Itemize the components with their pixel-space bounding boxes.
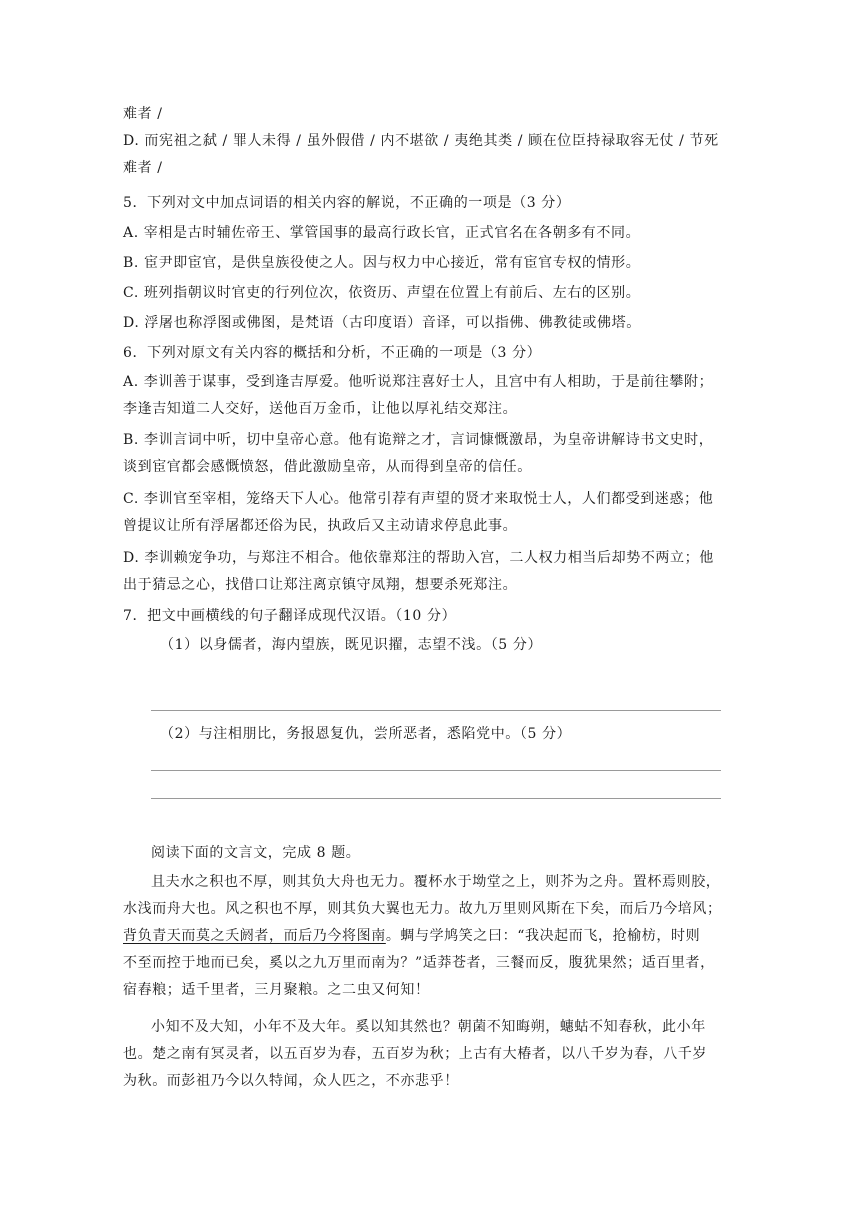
reading-instruction: 阅读下面的文言文，完成 8 题。: [151, 845, 361, 861]
q6-option-b: B. 李训言词中听，切中皇帝心意。他有诡辩之才，言词慷慨激昂，为皇帝讲解诗书文史时，: [123, 432, 714, 448]
q6-option-a: A. 李训善于谋事，受到逢吉厚爱。他听说郑注喜好士人，且宫中有人相助，于是前往攀附；: [123, 374, 714, 390]
passage-line: 为秋。而彭祖乃今以久特闻，众人匹之，不亦悲乎！: [123, 1073, 459, 1089]
q5-option-b: B. 宦尹即宦官，是供皇族役使之人。因与权力中心接近，常有宦官专权的情形。: [123, 255, 641, 271]
q7-part-1: （1）以身儒者，海内望族，既见识擢，志望不浅。（5 分）: [160, 637, 543, 653]
question-7: 7．把文中画横线的句子翻译成现代汉语。（10 分）: [123, 608, 457, 624]
passage-line: 宿舂粮；适千里者，三月聚粮。之二虫又何知！: [123, 982, 430, 998]
q5-option-c: C. 班列指朝议时官吏的行列位次，依资历、声望在位置上有前后、左右的区别。: [123, 285, 641, 301]
passage-text: 。蜩与学鸠笑之曰：“我决起而飞，抢榆枋，时则: [385, 928, 701, 944]
answer-line[interactable]: [151, 770, 721, 771]
passage-line: 也。楚之南有冥灵者，以五百岁为春，五百岁为秋；上古有大椿者，以八千岁为春，八千岁: [123, 1046, 707, 1062]
underlined-sentence: 背负青天而莫之夭阏者，而后乃今将图南: [123, 928, 386, 944]
passage-line: 小知不及大知，小年不及大年。奚以知其然也？朝菌不知晦朔，蟪蛄不知春秋，此小年: [151, 1019, 706, 1035]
text-line: 难者 /: [123, 106, 163, 122]
question-6: 6．下列对原文有关内容的概括和分析，不正确的一项是（3 分）: [123, 345, 542, 361]
q6-option-d-cont: 出于猜忌之心，找借口让郑注离京镇守凤翔，想要杀死郑注。: [123, 577, 518, 593]
q5-option-a: A. 宰相是古时辅佐帝王、掌管国事的最高行政长官，正式官名在各朝多有不同。: [123, 225, 641, 241]
q6-option-b-cont: 谈到宦官都会感慨愤怒，借此激励皇帝，从而得到皇帝的信任。: [123, 459, 532, 475]
question-5: 5．下列对文中加点词语的相关内容的解说，不正确的一项是（3 分）: [123, 195, 571, 211]
passage-line: 且夫水之积也不厚，则其负大舟也无力。覆杯水于坳堂之上，则芥为之舟。置杯焉则胶，: [151, 874, 721, 890]
answer-line[interactable]: [151, 710, 721, 711]
text-line: 难者 /: [123, 160, 163, 176]
q6-option-a-cont: 李逢吉知道二人交好，送他百万金币，让他以厚礼结交郑注。: [123, 401, 518, 417]
answer-line[interactable]: [151, 798, 721, 799]
passage-line: [123, 926, 743, 946]
q6-option-c: C. 李训官至宰相，笼络天下人心。他常引荐有声望的贤才来取悦士人，人们都受到迷惑；他: [123, 491, 714, 507]
option-d-line: D. 而宪祖之弑 / 罪人未得 / 虽外假借 / 内不堪欲 / 夷绝其类 / 顾在位臣持禄取容无仗 / 节死: [123, 133, 719, 149]
passage-line: 水浅而舟大也。风之积也不厚，则其负大翼也无力。故九万里则风斯在下矣，而后乃今培风；: [123, 901, 722, 917]
q6-option-c-cont: 曾提议让所有浮屠都还俗为民，执政后又主动请求停息此事。: [123, 518, 518, 534]
q6-option-d: D. 李训赖宠争功，与郑注不相合。他依靠郑注的帮助入宫，二人权力相当后却势不两立；他: [123, 550, 714, 566]
q5-option-d: D. 浮屠也称浮图或佛图，是梵语（古印度语）音译，可以指佛、佛教徒或佛塔。: [123, 315, 641, 331]
q7-part-2: （2）与注相朋比，务报恩复仇，尝所恶者，悉陷党中。（5 分）: [160, 726, 572, 742]
passage-line: 不至而控于地而已矣，奚以之九万里而南为？”适莽苍者，三餐而反，腹犹果然；适百里者，: [123, 955, 715, 971]
